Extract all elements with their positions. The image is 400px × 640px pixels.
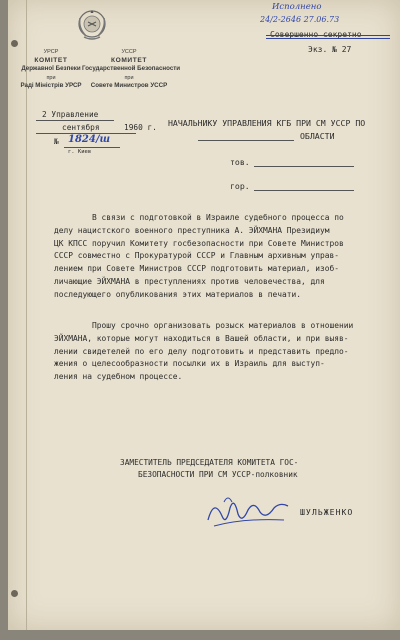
paragraph-1-line: СССР совместно с Прокуратурой СССР и Главным архивным управ- — [54, 251, 340, 261]
header-right-line4: при — [124, 74, 134, 81]
header-right — [82, 48, 181, 91]
date-month: сентября — [62, 123, 100, 132]
signatory-title-line2: БЕЗОПАСНОСТИ ПРИ СМ УССР-полковник — [138, 470, 298, 479]
signatory-title-line1: ЗАМЕСТИТЕЛЬ ПРЕДСЕДАТЕЛЯ КОМИТЕТА ГОС- — [120, 458, 299, 467]
document-page — [8, 0, 400, 630]
header-left-line3: Державної Безпеки — [21, 65, 81, 73]
copy-number: Экз. № 27 — [308, 45, 352, 54]
paragraph-2-line: ления на судебном процессе. — [54, 372, 183, 382]
paragraph-1-line: лением при Совете Министров СССР подготовить материал, изоб- — [54, 264, 340, 274]
city-label: г. Киев — [68, 149, 92, 155]
executed-note: Исполнено — [272, 2, 322, 12]
header-right-line5: Совете Министров УССР — [90, 82, 168, 90]
department-underline — [36, 120, 114, 121]
addressee-line3: тов. — [230, 157, 250, 167]
paragraph-1-line: ЦК КПСС поручил Комитету госбезопасности при Совете Министров — [54, 238, 344, 248]
header-right-committee: КОМИТЕТ — [110, 56, 148, 64]
punch-hole — [11, 40, 18, 47]
paragraph-1-line: личающие ЭЙХМАНА в преступлениях против человечества, для — [54, 276, 325, 286]
header-left-line4: при — [46, 74, 56, 81]
outgoing-number: 1824/ш — [68, 134, 111, 145]
header-right-line3: Государственной Безопасности — [82, 65, 181, 73]
paragraph-2-line: жения о целесообразности посылки их в Израиль для выступ- — [54, 359, 325, 369]
comrade-blank-line — [254, 166, 354, 167]
header-left-line5: Раді Міністрів УРСР — [20, 82, 82, 90]
city-blank-line — [254, 190, 354, 191]
header-left — [20, 48, 82, 91]
header-left-committee: КОМІТЕТ — [34, 56, 68, 64]
handwritten-signature — [204, 490, 292, 534]
region-blank-line — [198, 140, 294, 141]
paragraph-1-line: В связи с подготовкой в Израиле судебного процесса по — [92, 213, 344, 222]
paragraph-1-line: последующего опубликования этих материалов в печати. — [54, 289, 302, 299]
secrecy-strikethrough — [266, 38, 390, 39]
addressee-line1: НАЧАЛЬНИКУ УПРАВЛЕНИЯ КГБ ПРИ СМ УССР ПО — [168, 118, 366, 128]
punch-hole — [11, 590, 18, 597]
registration-note: 24/2-2646 27.06.73 — [260, 15, 340, 24]
date-year: 1960 г. — [124, 123, 157, 132]
state-emblem-icon — [74, 8, 110, 42]
secrecy-strikethrough — [266, 35, 390, 36]
addressee-line4: гор. — [230, 181, 250, 191]
paragraph-2-line: ЭЙХМАНА, которые могут находиться в Вашей области, и при выяв- — [54, 333, 349, 343]
signatory-name: ШУЛЬЖЕНКО — [300, 507, 354, 517]
margin-rule — [26, 0, 27, 630]
number-underline — [64, 147, 120, 148]
department-label: 2 Управление — [42, 110, 99, 119]
body-paragraph-1 — [54, 212, 394, 302]
body-paragraph-2 — [54, 320, 394, 384]
paragraph-2-line: лении свидетелей по его делу подготовить и представить предло- — [54, 346, 349, 356]
header-left-republic: УРСР — [43, 49, 59, 55]
header-right-republic: УССР — [121, 49, 137, 55]
paragraph-2-line: Прошу срочно организовать розыск материалов в отношении — [92, 321, 354, 330]
paragraph-1-line: делу нацистского военного преступника А. ЭЙХМАНА Президиум — [54, 225, 330, 235]
addressee-line2: ОБЛАСТИ — [300, 131, 335, 141]
number-prefix: № — [54, 137, 59, 146]
